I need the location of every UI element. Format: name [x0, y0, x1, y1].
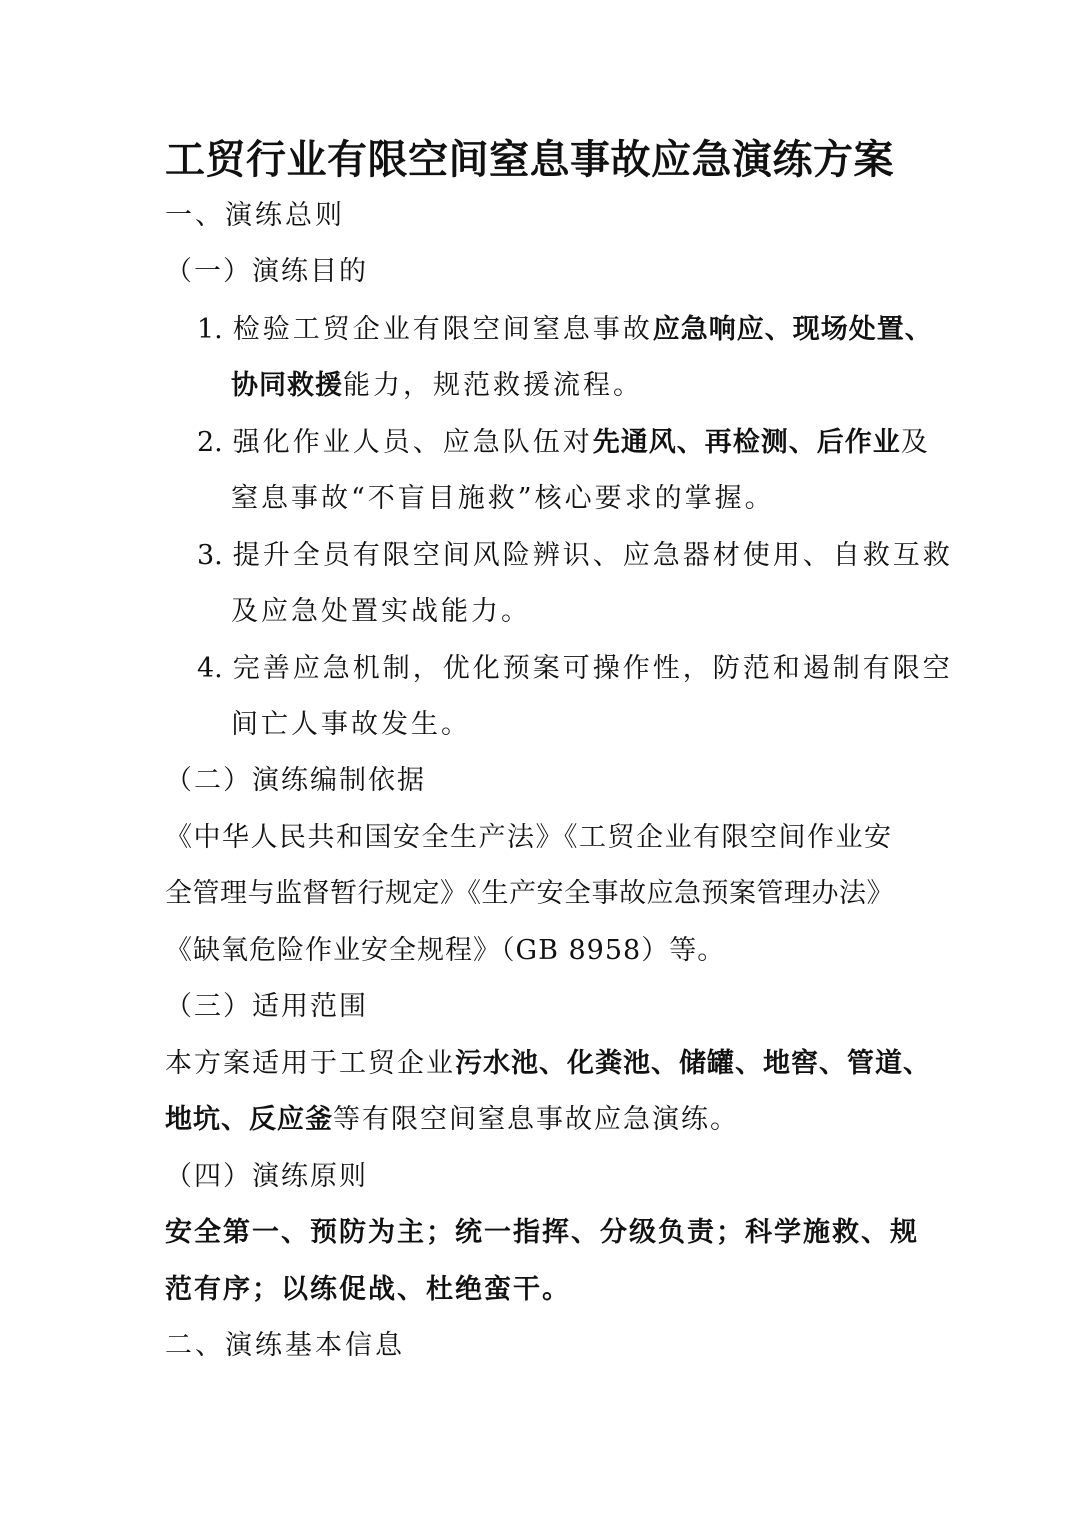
document-title: 工贸行业有限空间窒息事故应急演练方案	[165, 136, 894, 183]
list-item-2-line-2: 窒息事故“不盲目施救”核心要求的掌握。	[231, 483, 775, 514]
basis-paragraph-line-1: 《中华人民共和国安全生产法》《工贸企业有限空间作业安	[165, 822, 893, 853]
principle-paragraph-line-2: 范有序；以练促战、杜绝蛮干。	[165, 1274, 571, 1305]
subsection-heading-principles: （四）演练原则	[165, 1161, 368, 1192]
list-item-number: 1.	[197, 314, 223, 345]
section-heading-1: 一、演练总则	[165, 200, 345, 231]
text-run: 完善应急机制，优化预案可操作性，防范和遏制有限空	[232, 653, 953, 684]
text-run: 本方案适用于工贸企业	[165, 1048, 455, 1079]
list-item-4-line-2: 间亡人事故发生。	[231, 709, 471, 740]
list-item-1-line-1	[197, 311, 933, 349]
list-item-number: 3.	[197, 540, 223, 571]
list-item-number: 4.	[197, 653, 223, 684]
text-run: 能力，规范救援流程。	[343, 370, 643, 401]
text-run: 强化作业人员、应急队伍对	[232, 427, 593, 458]
scope-paragraph-line-2	[165, 1101, 739, 1139]
emphasis-text: 先通风、再检测、后作业	[592, 427, 901, 458]
subsection-heading-purpose: （一）演练目的	[165, 256, 368, 287]
list-item-3-line-1	[197, 537, 953, 575]
list-item-4-line-1	[197, 650, 953, 688]
basis-paragraph-line-3: 《缺氧危险作业安全规程》（GB 8958）等。	[165, 935, 726, 966]
emphasis-text: 应急响应、现场处置、	[652, 314, 933, 345]
list-item-2-line-1	[197, 424, 931, 462]
scope-paragraph-line-1	[165, 1045, 931, 1083]
principle-paragraph-line-1: 安全第一、预防为主；统一指挥、分级负责；科学施救、规	[165, 1217, 919, 1248]
text-run: 检验工贸企业有限空间窒息事故	[232, 314, 653, 345]
section-heading-2: 二、演练基本信息	[165, 1330, 405, 1361]
list-item-number: 2.	[197, 427, 223, 458]
subsection-heading-basis: （二）演练编制依据	[165, 765, 426, 796]
list-item-3-line-2: 及应急处置实战能力。	[231, 596, 531, 627]
text-run: 提升全员有限空间风险辨识、应急器材使用、自救互救	[232, 540, 953, 571]
emphasis-text: 地坑、反应釜	[165, 1104, 333, 1135]
emphasis-text: 协同救援	[231, 370, 343, 401]
basis-paragraph-line-2: 全管理与监督暂行规定》《生产安全事故应急预案管理办法》	[165, 878, 894, 909]
emphasis-text: 污水池、化粪池、储罐、地窖、管道、	[455, 1048, 931, 1079]
subsection-heading-scope: （三）适用范围	[165, 991, 368, 1022]
list-item-1-line-2	[231, 367, 643, 405]
text-run: 及	[900, 427, 931, 458]
text-run: 等有限空间窒息事故应急演练。	[333, 1104, 739, 1135]
